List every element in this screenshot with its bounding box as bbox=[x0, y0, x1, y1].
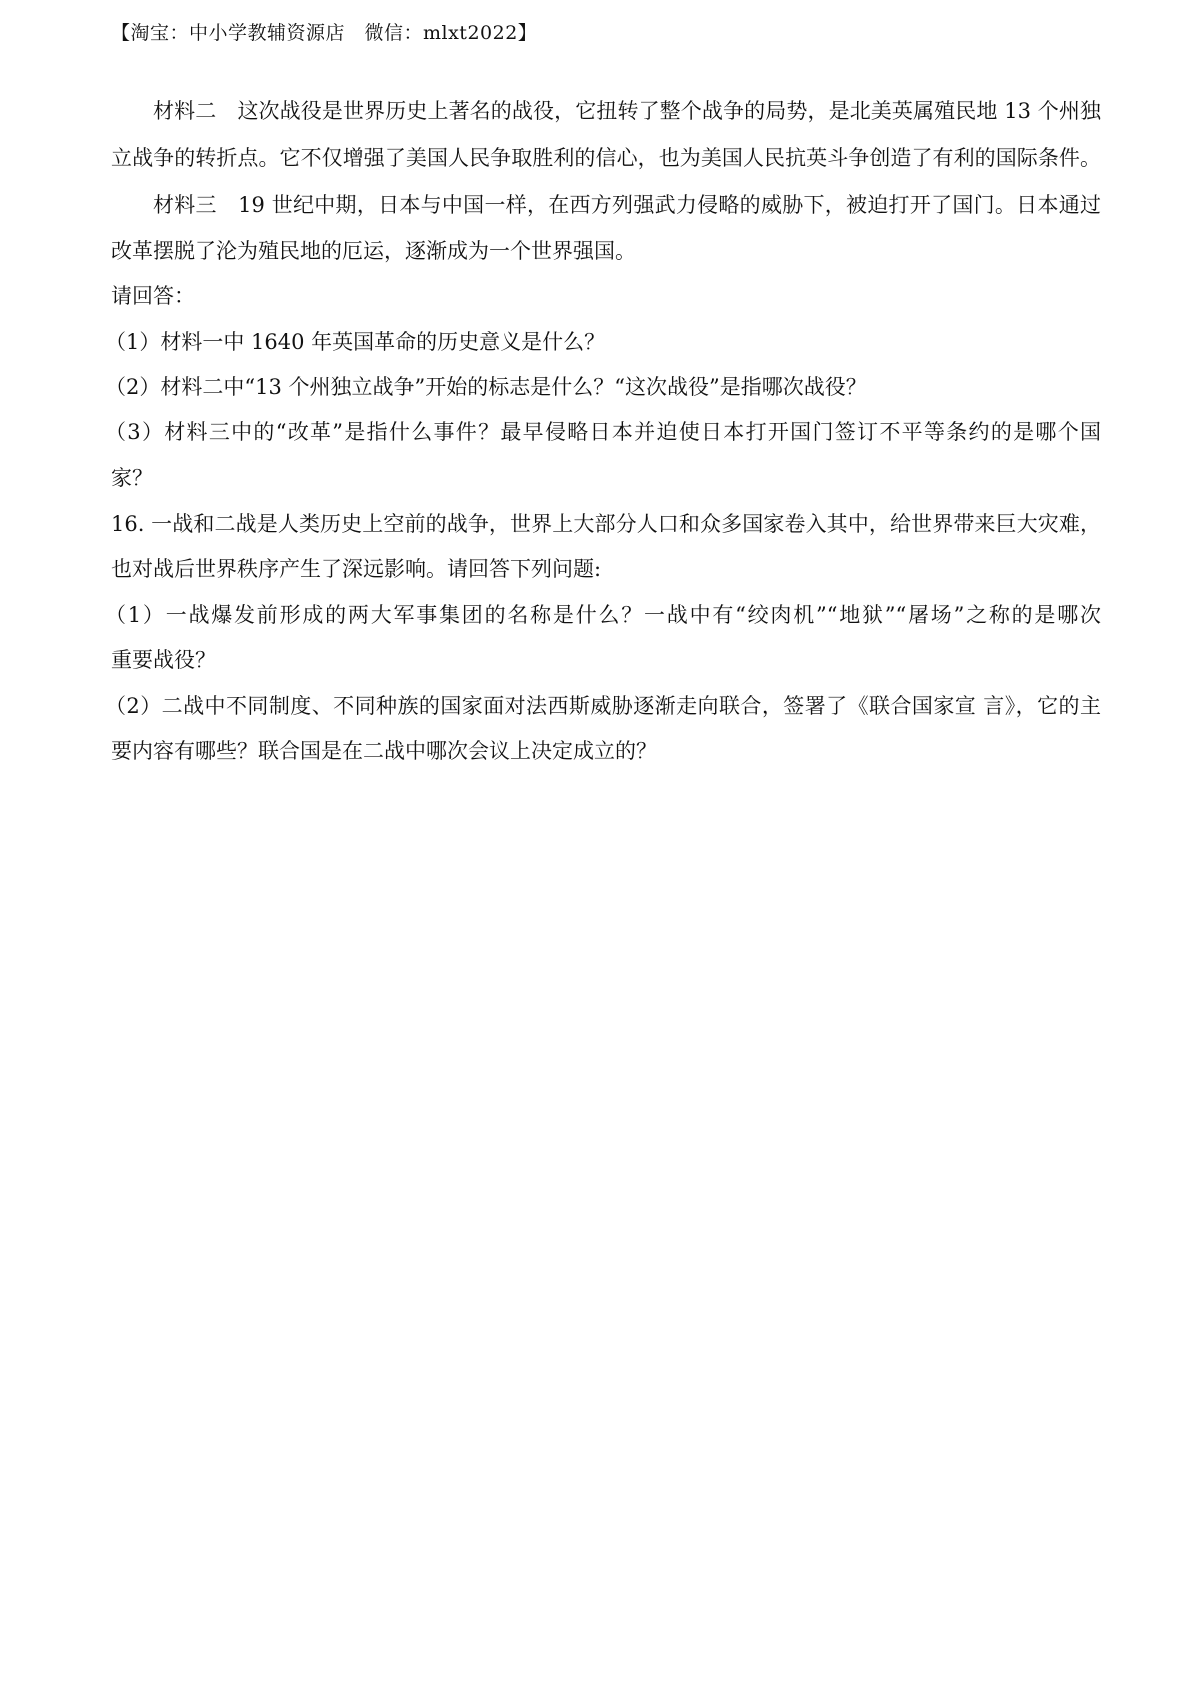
question-16-part-2-line-1: （2）二战中不同制度、不同种族的国家面对法西斯威胁逐渐走向联合，签署了《联合国家宣 言》，它的主 bbox=[105, 694, 1101, 718]
question-16-part-2-line-2: 要内容有哪些？联合国是在二战中哪次会议上决定成立的？ bbox=[111, 739, 657, 763]
question-16-stem-line-1: 16. 一战和二战是人类历史上空前的战争，世界上大部分人口和众多国家卷入其中，给世界带来巨大灾难， bbox=[111, 512, 1101, 536]
question-15-part-2: （2）材料二中“13 个州独立战争”开始的标志是什么？“这次战役”是指哪次战役？ bbox=[105, 375, 867, 399]
page-header-watermark: 【淘宝：中小学教辅资源店 微信：mlxt2022】 bbox=[111, 22, 538, 44]
material-two-line-1: 材料二 这次战役是世界历史上著名的战役，它扭转了整个战争的局势，是北美英属殖民地 13 个州独 bbox=[153, 99, 1101, 123]
question-16-part-1-line-2: 重要战役？ bbox=[111, 648, 216, 672]
question-15-part-1: （1）材料一中 1640 年英国革命的历史意义是什么？ bbox=[105, 330, 606, 354]
material-two-line-2: 立战争的转折点。它不仅增强了美国人民争取胜利的信心，也为美国人民抗英斗争创造了有利的国际条件。 bbox=[111, 146, 1101, 170]
question-15-part-3-line-1: （3）材料三中的“改革”是指什么事件？最早侵略日本并迫使日本打开国门签订不平等条约的是哪个国 bbox=[105, 420, 1101, 444]
material-three-line-1: 材料三 19 世纪中期，日本与中国一样，在西方列强武力侵略的威胁下，被迫打开了国门。日本通过 bbox=[153, 193, 1101, 217]
material-three-line-2: 改革摆脱了沦为殖民地的厄运，逐渐成为一个世界强国。 bbox=[111, 239, 636, 263]
question-15-part-3-line-2: 家？ bbox=[111, 466, 153, 490]
question-prompt: 请回答： bbox=[111, 284, 195, 308]
question-16-part-1-line-1: （1）一战爆发前形成的两大军事集团的名称是什么？一战中有“绞肉机”“地狱”“屠场”之称的是哪次 bbox=[105, 603, 1101, 627]
question-16-stem-line-2: 也对战后世界秩序产生了深远影响。请回答下列问题: bbox=[111, 557, 602, 581]
